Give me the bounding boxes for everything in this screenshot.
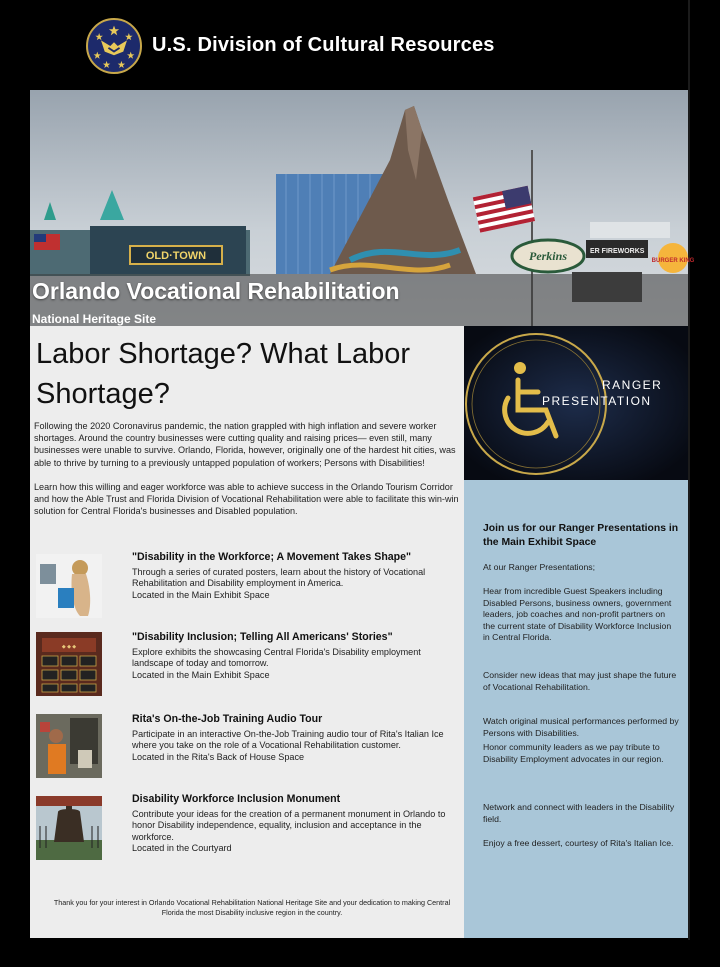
eagle-seal-icon (86, 18, 142, 74)
exhibit-description: Explore exhibits the showcasing Central Florida's Disability employment landscape of today and tomorrow. (132, 646, 421, 669)
intro-paragraph: Following the 2020 Coronavirus pandemic, the nation grappled with high inflation and severe worker shortages. Around the country businesses were cutting quality and raising prices— even still, many businesses were unable to survive. Orlando, Florida, however, originally one of the hardest hit cities, was able to thrive by turning to a previously untapped population of workers; Persons with Disabilities! (34, 421, 456, 468)
exhibit-photo-plaques (36, 632, 102, 696)
intro-paragraph: Learn how this willing and eager workforce was able to achieve success in the Orlando Tourism Corridor and how the Able Trust and Florida Division of Vocational Rehabilitation were able to facilitate this win-win solution for Central Florida's businesses and Disabled population. (34, 481, 459, 517)
exhibit-description: Through a series of curated posters, learn about the history of Vocational Rehabilitation and Disability employment in America. (132, 566, 426, 589)
site-title: Orlando Vocational Rehabilitation (32, 278, 400, 304)
promo-title-ranger: RANGER (602, 378, 663, 392)
page-border (688, 0, 690, 940)
sign-old-town: OLD·TOWN (145, 250, 207, 262)
sidebar-paragraph: Hear from incredible Guest Speakers including Disabled Persons, business owners, government leaders, job coaches and non-profit partners on the current state of Disability Workforce Inclusion in Central Florida. (483, 586, 672, 643)
exhibit-location: Located in the Rita's Back of House Space (132, 751, 305, 762)
sidebar-paragraph: Enjoy a free dessert, courtesy of Rita's Italian Ice. (483, 838, 674, 848)
exhibit-item (30, 632, 464, 702)
exhibit-photo-liberty-bell (36, 796, 102, 860)
hero-banner (30, 90, 695, 326)
intro-text (34, 420, 460, 517)
page-headline: Labor Shortage? What Labor Shortage? (36, 338, 411, 410)
site-subtitle: National Heritage Site (32, 312, 157, 326)
exhibit-text (132, 632, 458, 681)
exhibit-photo-ritas (36, 714, 102, 778)
sidebar-paragraph: Network and connect with leaders in the Disability field. (483, 802, 675, 824)
main-content (30, 326, 464, 938)
exhibit-title: "Disability in the Workforce; A Movement Takes Shape" (132, 551, 412, 563)
exhibit-description: Participate in an interactive On-the-Job Training audio tour of Rita's Italian Ice where you take on the role of a Vocational Rehabilitation customer. (132, 728, 444, 751)
exhibit-text (132, 714, 458, 763)
sign-perkins: Perkins (528, 249, 568, 263)
sidebar-paragraph: Watch original musical performances performed by Persons with Disabilities. (483, 716, 679, 738)
ranger-presentation-graphic (464, 326, 688, 480)
exhibit-photo-posters (36, 554, 102, 618)
exhibit-item (30, 552, 464, 622)
exhibit-location: Located in the Courtyard (132, 843, 232, 854)
exhibit-item (30, 794, 464, 864)
sidebar-ranger-info (464, 480, 688, 938)
sidebar-title: Join us for our Ranger Presentations in the Main Exhibit Space (483, 523, 679, 548)
exhibit-description: Contribute your ideas for the creation of a permanent monument in Orlando to honor Disability independence, equality, inclusion and acceptance in the workforce. (132, 808, 446, 842)
agency-name: U.S. Division of Cultural Resources (152, 34, 495, 56)
exhibit-title: "Disability Inclusion; Telling All Americans' Stories" (132, 631, 393, 643)
exhibit-title: Rita's On-the-Job Training Audio Tour (132, 713, 323, 725)
thank-you-note: Thank you for your interest in Orlando Vocational Rehabilitation National Heritage Site and your dedication to making Central Florida the most Disability inclusive region in the country. (53, 898, 451, 917)
sidebar-paragraph: Honor community leaders as we pay tribute to Disability Employment advocates in our region. (483, 742, 664, 764)
exhibit-item (30, 714, 464, 784)
sign-fireworks: ER FIREWORKS (590, 248, 645, 255)
exhibit-title: Disability Workforce Inclusion Monument (132, 793, 341, 805)
exhibit-text (132, 794, 458, 855)
sidebar-paragraph: Consider new ideas that may just shape the future of Vocational Rehabilitation. (483, 670, 677, 692)
promo-title-presentation: PRESENTATION (542, 394, 652, 408)
exhibit-location: Located in the Main Exhibit Space (132, 669, 270, 680)
sign-burger-king: BURGER KING (651, 258, 695, 264)
exhibit-location: Located in the Main Exhibit Space (132, 589, 270, 600)
sidebar-paragraph: At our Ranger Presentations; (483, 562, 596, 572)
header-bar (0, 0, 720, 90)
svg-text:◆ ◆ ◆: ◆ ◆ ◆ (61, 644, 77, 650)
exhibit-text (132, 552, 458, 601)
